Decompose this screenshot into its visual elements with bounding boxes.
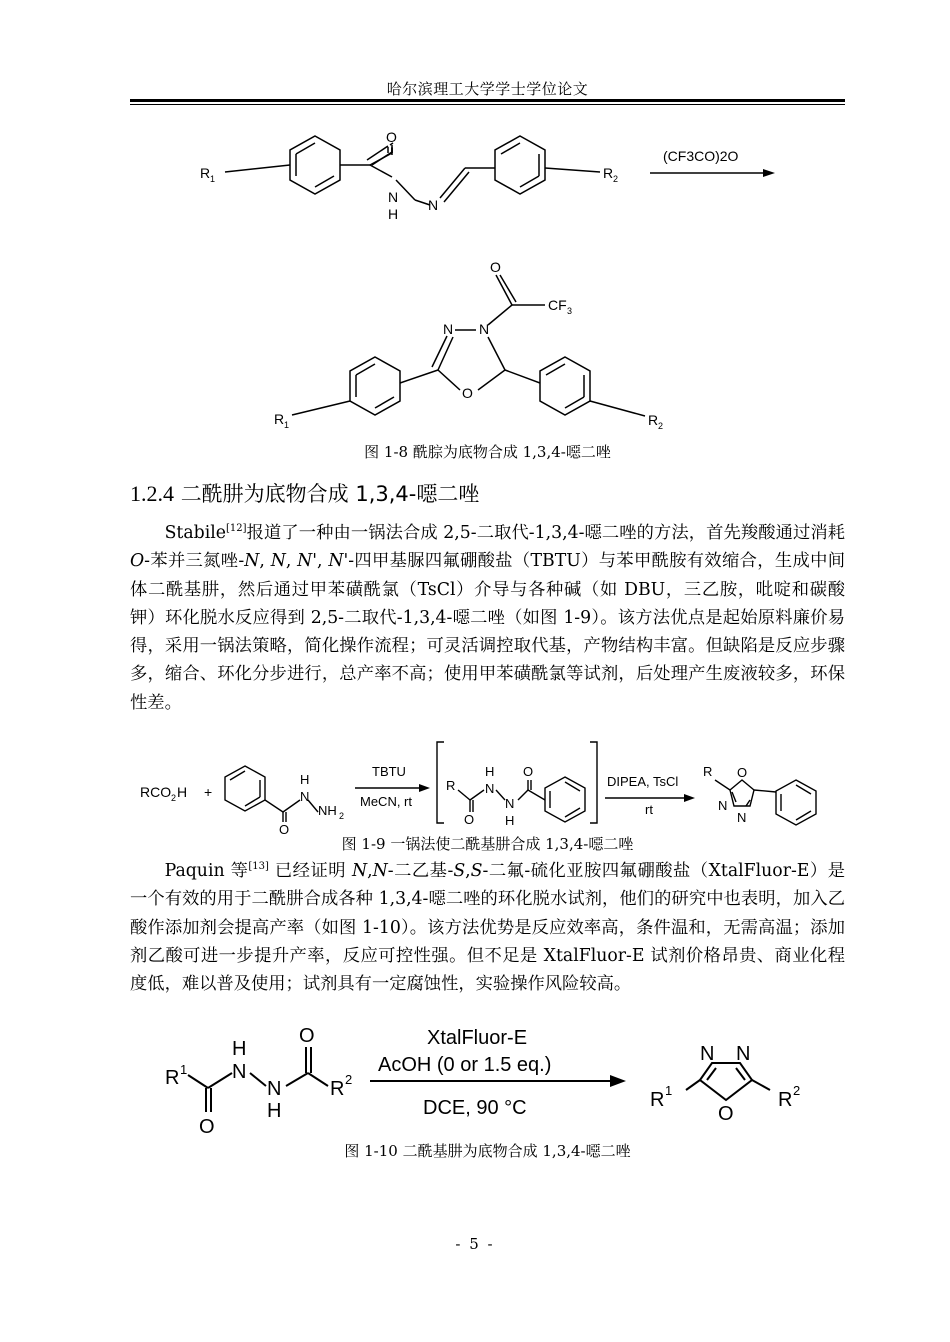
additive-acoh: AcOH (0 or 1.5 eq.): [378, 1054, 552, 1076]
running-header: 哈尔滨理工大学学士学位论文: [386, 80, 589, 98]
r1-label: R: [200, 165, 211, 181]
product-r2: R: [648, 412, 659, 428]
svg-text:N: N: [267, 1078, 282, 1100]
svg-text:O: O: [718, 1103, 734, 1125]
svg-text:2: 2: [339, 811, 345, 821]
svg-text:O: O: [523, 764, 534, 779]
product-r1-sub: 1: [284, 420, 290, 430]
page-number: - 5 -: [455, 1235, 495, 1253]
r2-sub: 2: [613, 174, 619, 184]
svg-text:O: O: [737, 765, 748, 780]
cf3-sub: 3: [567, 306, 573, 316]
figure-1-9-caption: 图 1-9 一锅法使二酰基肼合成 1,3,4-噁二唑: [341, 835, 634, 853]
svg-text:H: H: [300, 772, 310, 787]
cond-dce: DCE, 90 °C: [423, 1097, 527, 1119]
svg-text:O: O: [299, 1025, 315, 1047]
cond-mecn: MeCN, rt: [360, 794, 412, 809]
svg-text:H: H: [505, 813, 515, 828]
paragraph-stabile: Stabile[12]报道了一种由一锅法合成 2,5-二取代-1,3,4-噁二唑的方法，首先羧酸通过消耗 O-苯并三氮唑-N, N, N', N'-四甲基脲四氟硼酸盐（TBTU）与苯甲酰胺有效缩合，生成中间体二酰基肼，然后通过甲苯磺酰氯（TsCl）介导与各种碱（如 DBU，三乙胺，吡啶和碳酸钾）环化脱水反应得到 2,5-二取代-1,3,4-噁二唑（如图 1-9）。该方法优点是起始原料廉价易得，采用一锅法策略，简化操作流程；可灵活调控取代基，产物结构丰富。但缺陷是反应步骤多，缩合、环化分步进行，总产率不高；使用甲苯磺酰氯等试剂，后处理产生废液较多，环保性差。: [130, 523, 845, 713]
carbonyl-oxygen: O: [386, 129, 397, 145]
svg-text:H: H: [232, 1038, 247, 1060]
figure-1-10-caption: 图 1-10 二酰基肼为底物合成 1,3,4-噁二唑: [344, 1142, 631, 1160]
reagent-dipea: DIPEA, TsCl: [607, 774, 679, 789]
ring-n3: N: [443, 321, 454, 337]
product-r2-sub: 2: [658, 421, 664, 431]
svg-text:O: O: [199, 1116, 215, 1138]
svg-text:N: N: [700, 1043, 715, 1065]
product-r1: R: [274, 411, 285, 427]
svg-text:N: N: [300, 789, 310, 804]
svg-text:2: 2: [171, 793, 177, 803]
svg-text:NH: NH: [318, 803, 337, 818]
svg-text:O: O: [464, 812, 475, 827]
svg-text:H: H: [267, 1100, 282, 1122]
ring-oxygen: O: [462, 385, 473, 401]
section-number: 1.2.4: [130, 481, 174, 506]
rco2h: RCO: [140, 784, 172, 800]
r2-label: R: [603, 165, 614, 181]
cf3-label: CF: [548, 297, 567, 313]
svg-text:N: N: [718, 798, 728, 813]
citation-13: [13]: [248, 861, 269, 873]
svg-text:1: 1: [665, 1083, 673, 1098]
svg-text:O: O: [279, 822, 290, 837]
paragraph-paquin: Paquin 等[13] 已经证明 N,N-二乙基-S,S-二氟-硫化亚胺四氟硼酸盐（XtalFluor-E）是一个有效的用于二酰肼合成各种 1,3,4-噁二唑的环化脱水试剂，他们的研究中也表明，加入乙酸作添加剂会提高产率（如图 1-10）。该方法优势是反应效率高，条件温和，无需高温；添加剂乙酸可进一步提升产率，反应可控性强。但不足是 XtalFluor-E 试剂价格昂贵、商业化程度低，难以普及使用；试剂具有一定腐蚀性，实验操作风险较高。: [130, 861, 845, 995]
svg-text:N: N: [737, 810, 747, 825]
reagent-tfaa: (CF3CO)2O: [663, 148, 739, 164]
imine-n: N: [428, 197, 439, 213]
amide-n: N: [388, 189, 399, 205]
svg-text:R: R: [446, 778, 456, 793]
svg-text:2: 2: [345, 1072, 353, 1087]
svg-text:N: N: [736, 1043, 751, 1065]
svg-text:1: 1: [180, 1062, 188, 1077]
figure-1-8-caption: 图 1-8 酰腙为底物合成 1,3,4-噁二唑: [364, 443, 611, 461]
svg-text:R: R: [778, 1089, 793, 1111]
amide-h: H: [388, 206, 399, 222]
reagent-xtalfluor: XtalFluor-E: [427, 1027, 528, 1049]
ring-n4: N: [479, 321, 490, 337]
svg-text:R: R: [650, 1089, 665, 1111]
svg-text:H: H: [485, 764, 495, 779]
citation-12: [12]: [226, 523, 247, 535]
cond-rt: rt: [645, 802, 653, 817]
svg-text:R: R: [703, 764, 713, 779]
svg-text:2: 2: [793, 1083, 801, 1098]
svg-text:R: R: [330, 1078, 345, 1100]
svg-text:N: N: [232, 1061, 247, 1083]
svg-text:N: N: [505, 796, 515, 811]
product-oxadiazole: [700, 1063, 752, 1100]
plus-sign: +: [204, 784, 213, 800]
reagent-tbtu: TBTU: [372, 764, 406, 779]
svg-text:N: N: [485, 781, 495, 796]
acyl-oxygen: O: [490, 259, 501, 275]
r1-sub: 1: [210, 174, 216, 184]
svg-text:H: H: [177, 784, 188, 800]
svg-text:R: R: [165, 1067, 180, 1089]
section-title: 二酰肼为底物合成 1,3,4-噁二唑: [180, 482, 480, 506]
